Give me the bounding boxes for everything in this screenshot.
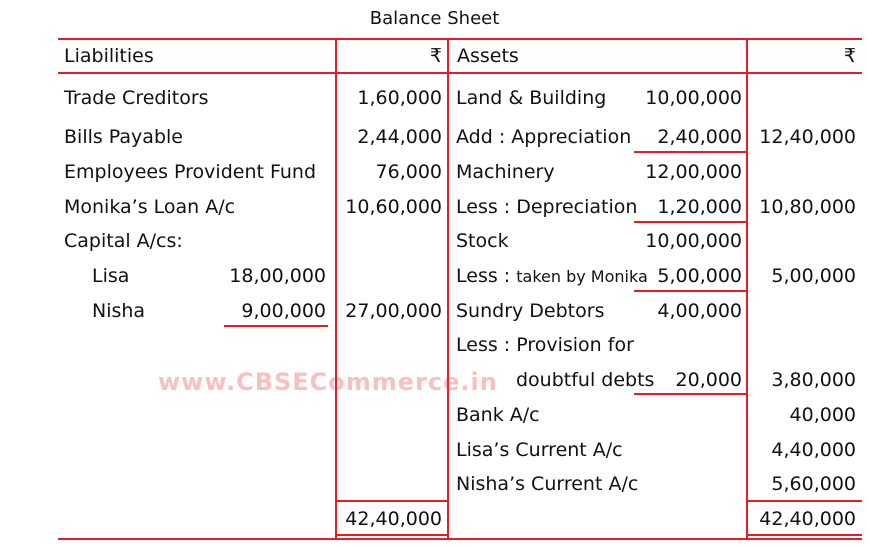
- header-rupee-right: ₹: [843, 45, 856, 67]
- header-assets: Assets: [457, 45, 519, 67]
- page-title: Balance Sheet: [369, 8, 500, 29]
- asset-depreciation-label: Less : Depreciation: [456, 196, 638, 218]
- liab-epf-amount: 76,000: [375, 161, 442, 183]
- asset-lisa-current-amount: 4,40,000: [771, 439, 856, 461]
- table-bottom-rule: [58, 538, 862, 540]
- asset-stock-net: 5,00,000: [771, 265, 856, 287]
- appreciation-underline: [634, 151, 746, 153]
- asset-debtors-label: Sundry Debtors: [456, 300, 605, 322]
- liab-grand-total: 42,40,000: [345, 508, 442, 530]
- assets-grand-total: 42,40,000: [759, 508, 856, 530]
- asset-stock-label: Stock: [456, 230, 509, 252]
- asset-provision-amount: 20,000: [675, 369, 742, 391]
- liab-bills-payable-label: Bills Payable: [64, 126, 183, 148]
- asset-bank-amount: 40,000: [789, 404, 856, 426]
- liab-capital-heading: Capital A/cs:: [64, 230, 183, 252]
- liab-monika-loan-label: Monika’s Loan A/c: [64, 196, 236, 218]
- asset-taken-amount: 5,00,000: [657, 265, 742, 287]
- asset-provision-line1: Less : Provision for: [456, 334, 634, 356]
- asset-taken-label: [456, 265, 648, 288]
- asset-machinery-label: Machinery: [456, 161, 555, 183]
- col-divider-assets-amount: [746, 38, 748, 540]
- liab-bills-payable-amount: 2,44,000: [357, 126, 442, 148]
- asset-debtors-net: 3,80,000: [771, 369, 856, 391]
- asset-stock-amount: 10,00,000: [645, 230, 742, 252]
- liab-nisha-amount: 9,00,000: [241, 300, 326, 322]
- asset-nisha-current-label: Nisha’s Current A/c: [456, 473, 639, 495]
- asset-depreciation-amount: 1,20,000: [657, 196, 742, 218]
- col-divider-center: [447, 38, 449, 540]
- header-rupee-left: ₹: [429, 45, 442, 67]
- asset-appreciation-amount: 2,40,000: [657, 126, 742, 148]
- liab-trade-creditors-amount: 1,60,000: [357, 87, 442, 109]
- asset-land-amount: 10,00,000: [645, 87, 742, 109]
- asset-debtors-amount: 4,00,000: [657, 300, 742, 322]
- header-liabilities: Liabilities: [64, 45, 154, 67]
- asset-lisa-current-label: Lisa’s Current A/c: [456, 439, 623, 461]
- asset-machinery-amount: 12,00,000: [645, 161, 742, 183]
- asset-bank-label: Bank A/c: [456, 404, 540, 426]
- header-bottom-rule: [58, 72, 862, 74]
- provision-underline: [634, 393, 746, 395]
- liab-epf-label: Employees Provident Fund: [64, 161, 317, 183]
- liab-nisha-label: Nisha: [92, 300, 146, 322]
- asset-taken-small: taken by Monika: [516, 267, 648, 286]
- liab-total-double-rule: [336, 534, 448, 536]
- taken-underline: [634, 290, 746, 292]
- liab-capital-total: 27,00,000: [345, 300, 442, 322]
- asset-appreciation-label: Add : Appreciation: [456, 126, 632, 148]
- assets-total-top-rule: [747, 500, 862, 502]
- watermark: www.CBSECommerce.in: [158, 368, 498, 396]
- asset-machinery-net: 10,80,000: [759, 196, 856, 218]
- nisha-underline: [224, 325, 328, 327]
- asset-taken-prefix: Less :: [456, 265, 517, 287]
- liab-total-top-rule: [336, 500, 448, 502]
- assets-total-double-rule: [747, 534, 862, 536]
- liab-monika-loan-amount: 10,60,000: [345, 196, 442, 218]
- asset-land-net: 12,40,000: [759, 126, 856, 148]
- asset-provision-line2: doubtful debts: [516, 369, 655, 391]
- asset-land-label: Land & Building: [456, 87, 607, 109]
- col-divider-liab-amount: [335, 38, 337, 540]
- liab-lisa-amount: 18,00,000: [229, 265, 326, 287]
- liab-lisa-label: Lisa: [92, 265, 130, 287]
- table-top-rule: [58, 38, 862, 40]
- asset-nisha-current-amount: 5,60,000: [771, 473, 856, 495]
- liab-trade-creditors-label: Trade Creditors: [64, 87, 209, 109]
- depreciation-underline: [634, 221, 746, 223]
